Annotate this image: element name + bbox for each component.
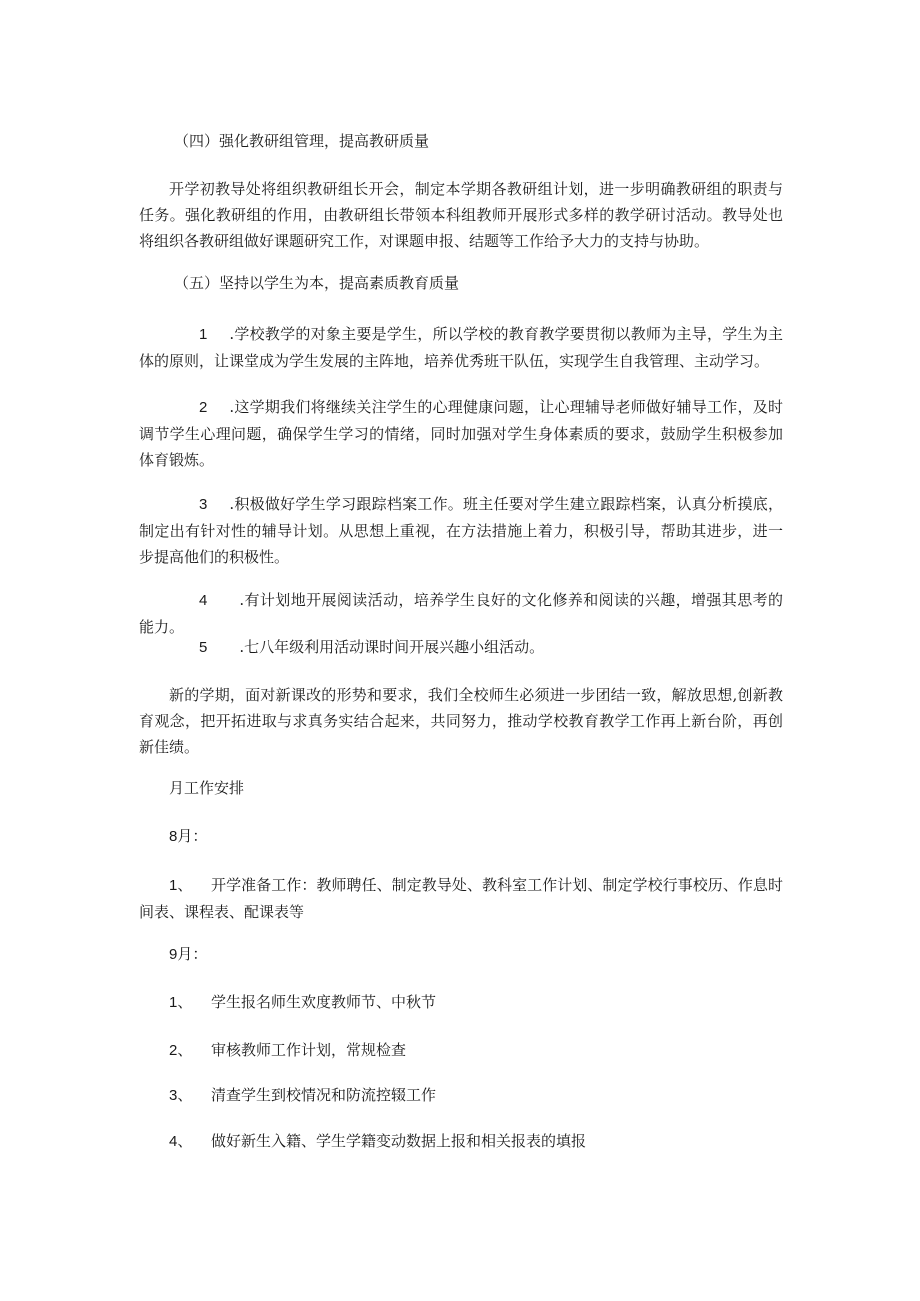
september-item-3: 3、 清查学生到校情况和防流控辍工作	[169, 1086, 437, 1104]
list-item-4: 4 .有计划地开展阅读活动，培养学生良好的文化修养和阅读的兴趣，增强其思考的能力。	[139, 591, 783, 636]
closing-paragraph: 新的学期，面对新课改的形势和要求，我们全校师生必须进一步团结一致，解放思想,创新教育观念，把开拓进取与求真务实结合起来，共同努力，推动学校教育教学工作再上新台阶，再创新佳绩。	[139, 686, 783, 756]
list-item-3: 3 .积极做好学生学习跟踪档案工作。班主任要对学生建立跟踪档案，认真分析摸底，制定出有针对性的辅导计划。从思想上重视，在方法措施上着力，积极引导，帮助其进步，进一步提高他们的积极性。	[139, 495, 783, 566]
list-item-2: 2 .这学期我们将继续关注学生的心理健康问题，让心理辅导老师做好辅导工作，及时调节学生心理问题，确保学生学习的情绪，同时加强对学生身体素质的要求，鼓励学生积极参加体育锻炼。	[139, 398, 783, 469]
month-label-august: 8月：	[169, 828, 208, 845]
paragraph-teaching-research: 开学初教导处将组织教研组长开会，制定本学期各教研组计划，进一步明确教研组的职责与任务。强化教研组的作用，由教研组长带领本科组教师开展形式多样的教学研讨活动。教导处也将组织各教研组做好课题研究工作，对课题申报、结题等工作给予大力的支持与协助。	[139, 180, 783, 250]
list-item-1: 1 .学校教学的对象主要是学生，所以学校的教育教学要贯彻以教师为主导，学生为主体的原则，让课堂成为学生发展的主阵地，培养优秀班干队伍，实现学生自我管理、主动学习。	[139, 325, 783, 370]
september-item-1: 1、 学生报名师生欢度教师节、中秋节	[169, 993, 437, 1011]
september-item-4: 4、 做好新生入籍、学生学籍变动数据上报和相关报表的填报	[169, 1132, 587, 1150]
month-label-september: 9月：	[169, 946, 208, 963]
september-item-2: 2、 审核教师工作计划，常规检查	[169, 1041, 407, 1059]
section-heading-4: （四）强化教研组管理，提高教研质量	[174, 132, 430, 150]
list-item-5: 5 .七八年级利用活动课时间开展兴趣小组活动。	[199, 638, 545, 656]
schedule-title: 月工作安排	[169, 779, 245, 797]
august-item-1: 1、 开学准备工作：教师聘任、制定教导处、教科室工作计划、制定学校行事校历、作息时间表、课程表、配课表等	[139, 876, 783, 921]
section-heading-5: （五）坚持以学生为本，提高素质教育质量	[174, 274, 460, 292]
